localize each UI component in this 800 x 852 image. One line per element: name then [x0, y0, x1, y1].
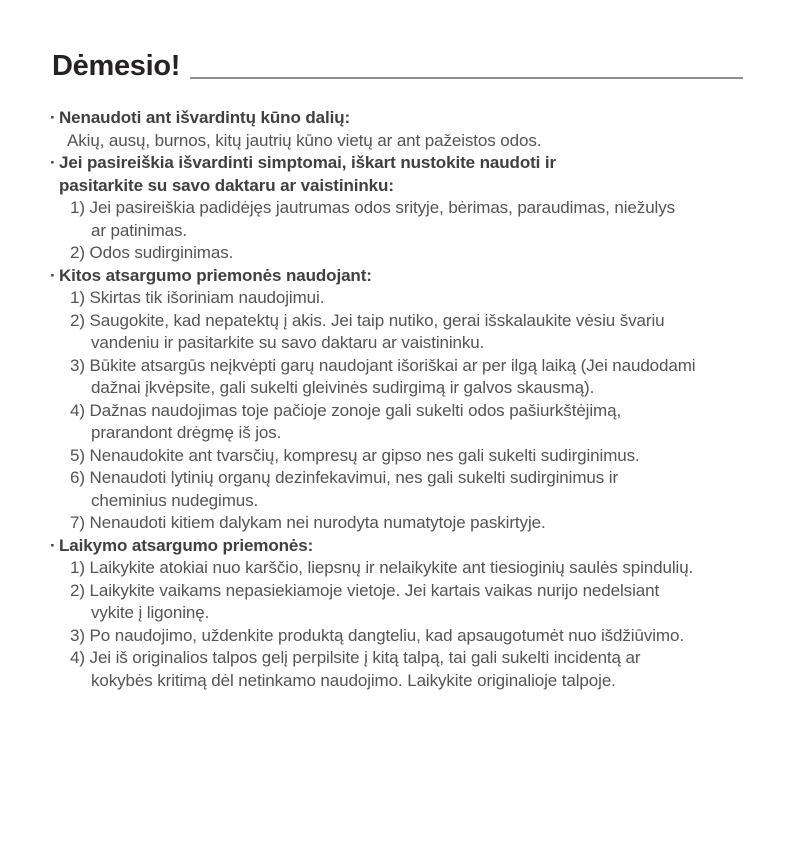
- text-line: 4) Dažnas naudojimas toje pačioje zonoje gali sukelti odos pašiurkštėjimą,: [70, 400, 622, 420]
- text-line: vykite į ligoninę.: [91, 603, 210, 622]
- section-heading-line: [50, 535, 752, 558]
- section-heading-line: [50, 265, 752, 288]
- bullet-marker: ·: [50, 265, 56, 285]
- text-line: prarandont drėgmę iš jos.: [91, 423, 282, 442]
- text-line: ar patinimas.: [91, 220, 188, 240]
- text-line: Akių, ausų, burnos, kitų jautrių kūno vietų ar ant pažeistos odos.: [67, 130, 542, 150]
- header-rule: [190, 77, 743, 79]
- section-heading-line: [50, 152, 752, 175]
- text-line: 2) Laikykite vaikams nepasiekiamoje vietoje. Jei kartais vaikas nurijo nedelsiant: [70, 580, 660, 600]
- text-line: 3) Po naudojimo, uždenkite produktą dangteliu, kad apsaugotumėt nuo išdžiūvimo.: [70, 625, 684, 645]
- text-line: 1) Jei pasireiškia padidėjęs jautrumas odos srityje, bėrimas, paraudimas, niežulys: [70, 198, 676, 217]
- bullet-marker: ·: [50, 535, 56, 555]
- section-heading-text: Nenaudoti ant išvardintų kūno dalių:: [59, 108, 351, 127]
- warning-body: [50, 107, 752, 692]
- text-line: cheminius nudegimus.: [91, 490, 259, 510]
- text-line: vandeniu ir pasitarkite su savo daktaru ar vaistininku.: [91, 333, 485, 352]
- text-line: 5) Nenaudokite ant tvarsčių, kompresų ar gipso nes gali sukelti sudirginimus.: [70, 445, 640, 465]
- text-line: 6) Nenaudoti lytinių organų dezinfekavimui, nes gali sukelti sudirginimus ir: [70, 468, 619, 487]
- text-line: 1) Skirtas tik išoriniam naudojimui.: [70, 288, 325, 307]
- section-heading-text: Laikymo atsargumo priemonės:: [59, 535, 314, 555]
- text-line: kokybės kritimą dėl netinkamo naudojimo. Laikykite originalioje talpoje.: [91, 670, 616, 690]
- warning-label-page: [0, 52, 800, 852]
- bullet-marker: ·: [50, 108, 56, 127]
- text-line: pasitarkite su savo daktaru ar vaistininku:: [59, 175, 394, 195]
- text-line: 3) Būkite atsargūs neįkvėpti garų naudojant išoriškai ar per ilgą laiką (Jei naudodami: [70, 355, 696, 375]
- section-heading-text: Jei pasireiškia išvardinti simptomai, iškart nustokite naudoti ir: [59, 153, 557, 172]
- text-line: dažnai įkvėpsite, gali sukelti gleivinės sudirgimą ir galvos skausmą).: [91, 378, 595, 397]
- page-title: Dėmesio!: [52, 50, 181, 82]
- text-line: 7) Nenaudoti kitiem dalykam nei nurodyta numatytoje paskirtyje.: [70, 513, 546, 532]
- page-header: [52, 52, 743, 81]
- text-line: 2) Odos sudirginimas.: [70, 243, 234, 262]
- text-line: 4) Jei iš originalios talpos gelį perpilsite į kitą talpą, tai gali sukelti incidentą ar: [70, 648, 641, 667]
- section-heading-line: [50, 107, 752, 130]
- text-line: 2) Saugokite, kad nepatektų į akis. Jei taip nutiko, gerai išskalaukite vėsiu švariu: [70, 310, 665, 330]
- section-heading-text: Kitos atsargumo priemonės naudojant:: [59, 265, 372, 285]
- text-line: 1) Laikykite atokiai nuo karščio, liepsnų ir nelaikykite ant tiesioginių saulės spindulių.: [70, 558, 694, 577]
- bullet-marker: ·: [50, 153, 56, 172]
